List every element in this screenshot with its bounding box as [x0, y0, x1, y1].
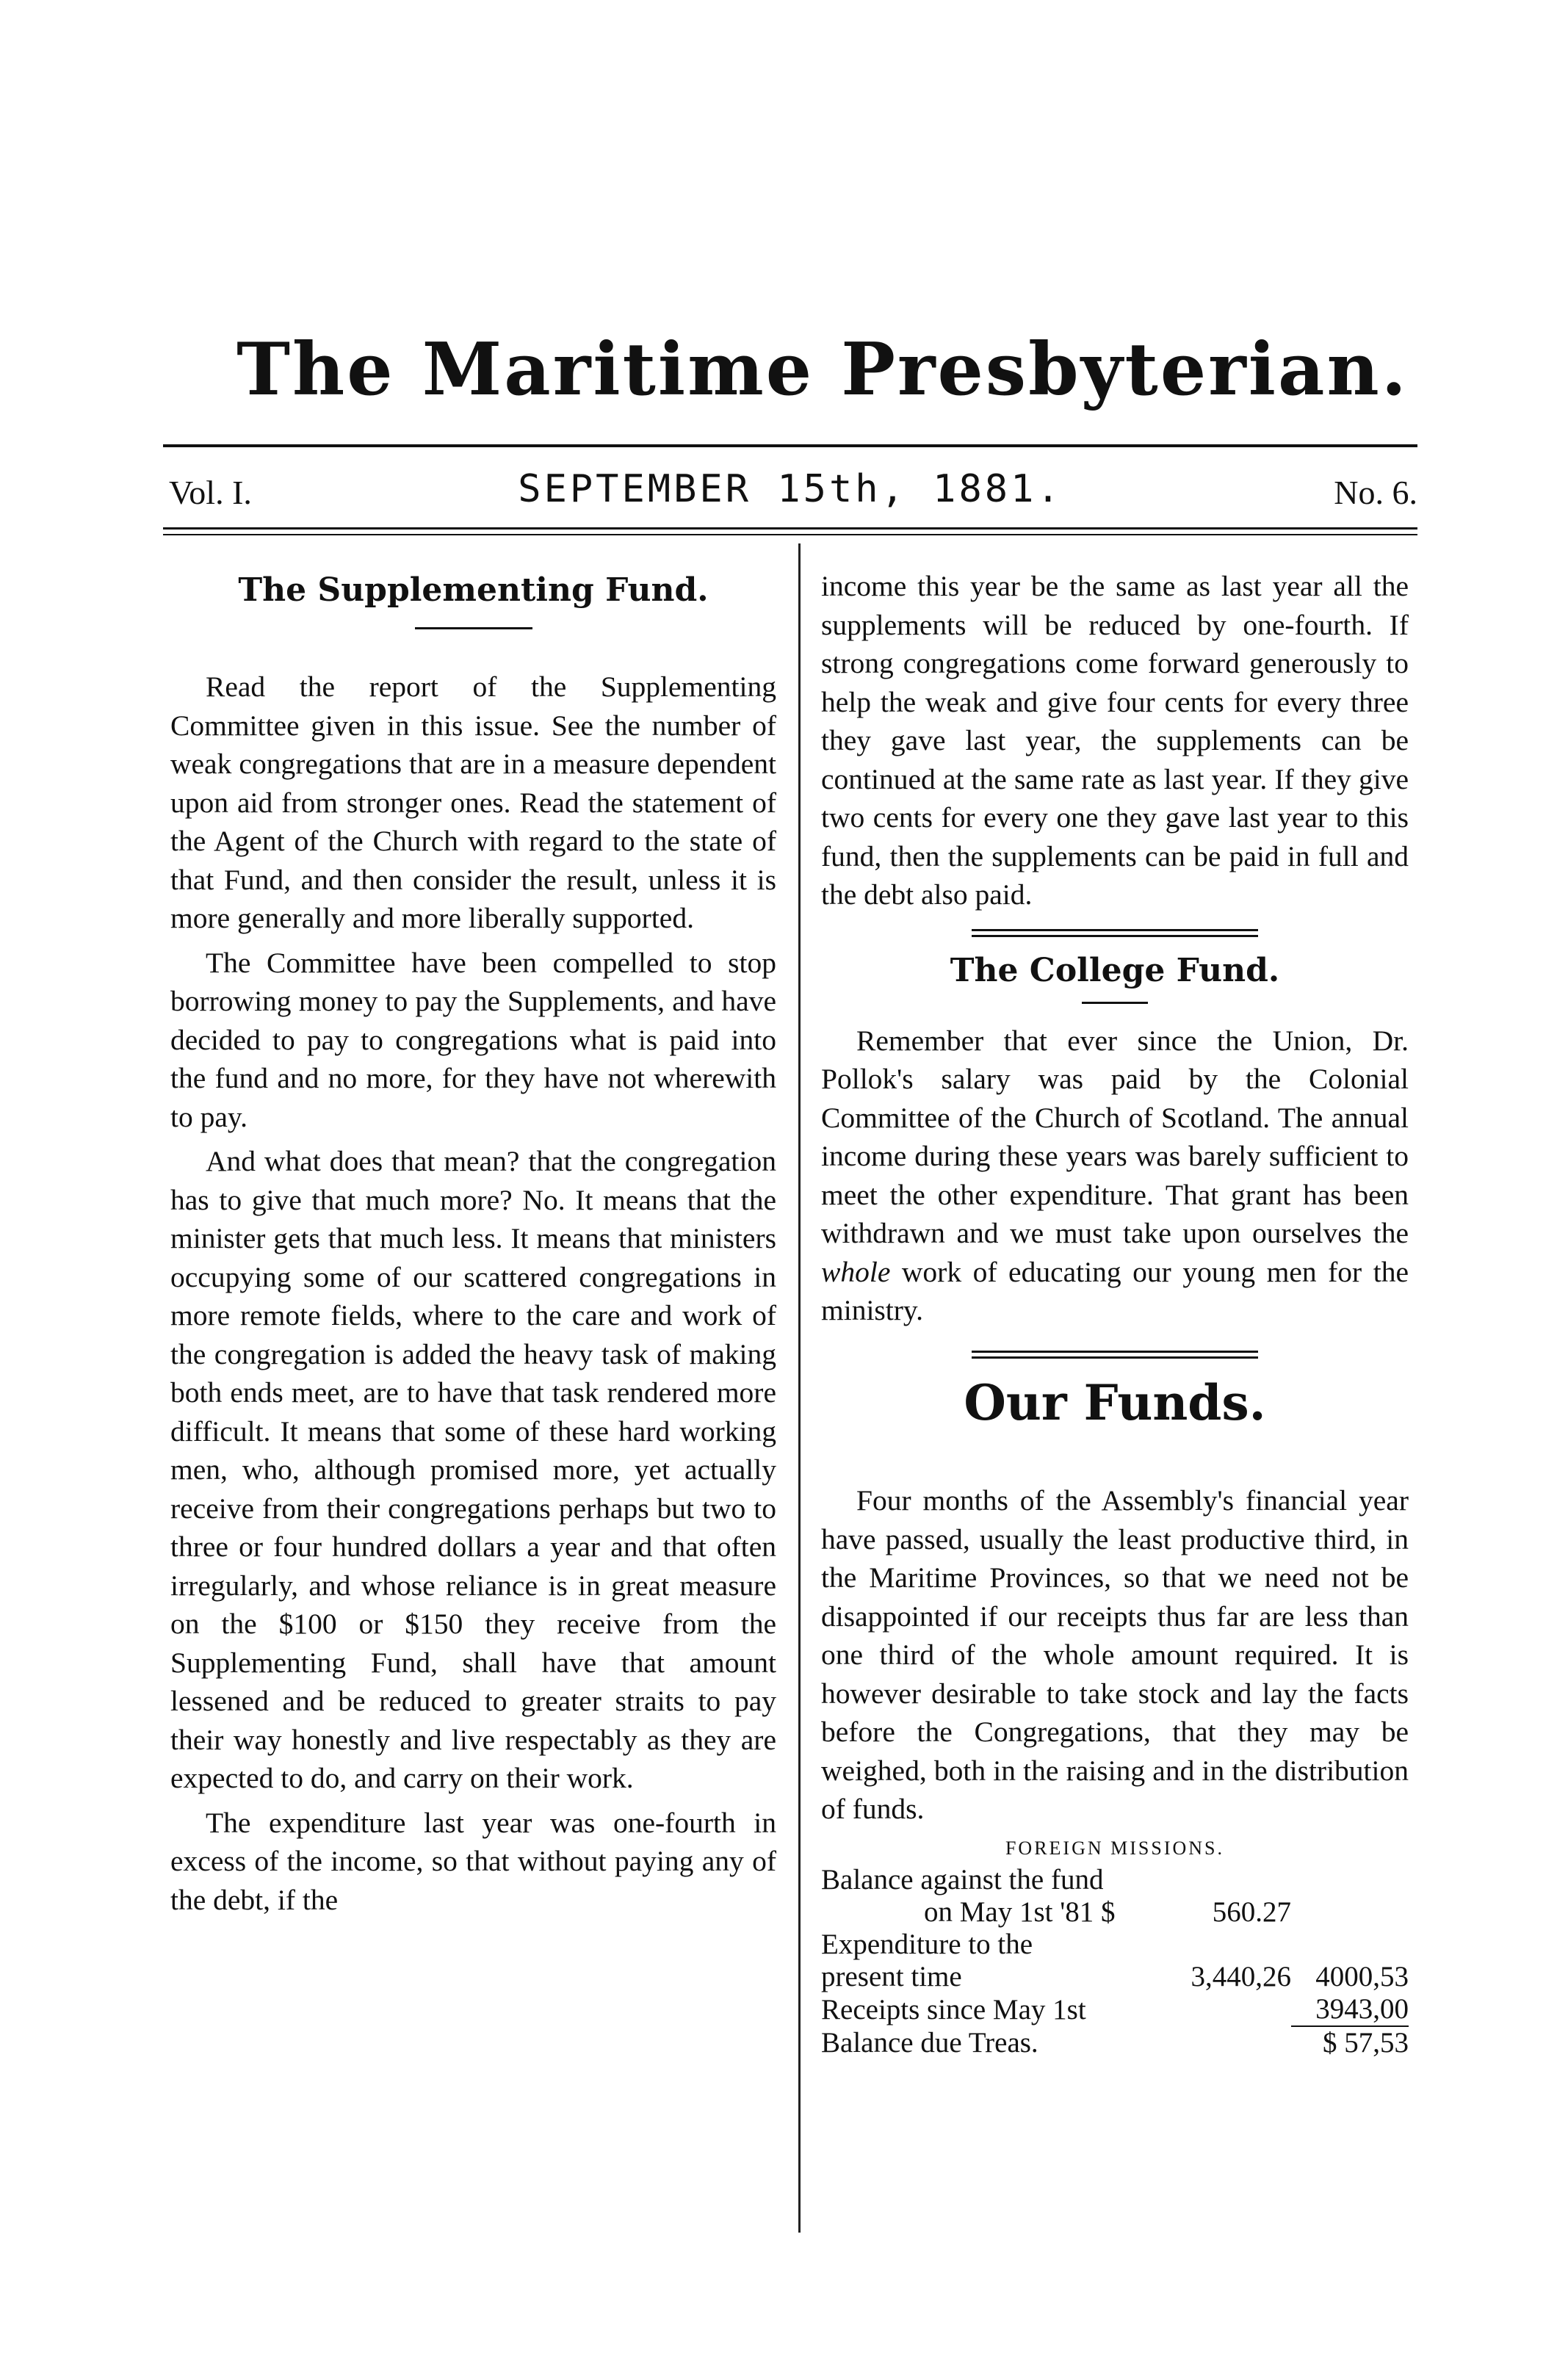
college-text: work of educating our young men for the ministry. [821, 1255, 1409, 1327]
column-divider [798, 543, 801, 2233]
supplementing-heading: The Supplementing Fund. [238, 571, 709, 609]
heading-rule [1082, 1002, 1148, 1004]
supplementing-continuation: income this year be the same as last year all the supplements will be reduced by one-fourth. If strong congregations come forward generously to help the weak and give four cents for every three they gave last year, the supplements can be continued at the same rate as last year. If they give two cents for every one they gave last year to this fund, then the supplements can be paid in full and the debt also paid. [821, 570, 1409, 911]
header-rule-lower [163, 534, 1417, 535]
college-heading: The College Fund. [950, 951, 1280, 989]
section-rule [972, 929, 1258, 937]
supplementing-paragraph: Read the report of the Supplementing Committee given in this issue. See the number of weak congregations that are in a measure dependent upon aid from stronger ones. Read the statement of the Agent of the Church with regard to the state of that Fund, and then consider the result, unless it is more generally and more liberally supported. [170, 671, 776, 935]
balance-due-amount: $ 57,53 [1291, 2026, 1409, 2059]
table-row [821, 1896, 1409, 1929]
issue-date: SEPTEMBER 15th, 1881. [518, 467, 1063, 511]
issue-number: No. 6. [1334, 474, 1417, 511]
balance-due-label: Balance due Treas. [821, 2026, 1038, 2059]
balance-amount: 560.27 [1212, 1895, 1291, 1928]
left-column [170, 543, 776, 1919]
issue-line [163, 467, 1417, 511]
table-row [821, 1864, 1409, 1896]
supplementing-paragraph: And what does that mean? that the congregation has to give that much more? No. It means that the minister gets that much less. It means that ministers occupying some of our scattered congregations in more remote fields, where to the care and work of the congregation is added the heavy task of making both ends meet, are to have that task rendered more difficult. It means that some of these hard working men, who, although promised more, yet actually receive from their congregations perhaps but two to three or four hundred dollars a year and that often irregularly, and whose reliance is in great measure on the $100 or $150 they receive from the Supplementing Fund, shall have that amount lessened and be reduced to greater straits to pay their way honestly and live respectably as they are expected to do, and carry on their work. [170, 1145, 776, 1795]
funds-paragraph: Four months of the Assembly's financial year have passed, usually the least productive third, in the Maritime Provinces, so that we need not be disappointed if our receipts thus far are less than one third of the whole amount required. It is however desirable to take stock and lay the facts before the Congregations, that they may be weighed, both in the raising and in the distribution of funds. [821, 1484, 1409, 1826]
balance-against-label: Balance against the fund [821, 1863, 1104, 1895]
receipts-label: Receipts since May 1st [821, 1993, 1086, 2025]
supplementing-paragraph: The Committee have been compelled to stop borrowing money to pay the Supplements, and have decided to pay to congregations what is paid into the fund and no more, for they have not wherewith to pay. [170, 946, 776, 1133]
section-rule [972, 1351, 1258, 1359]
receipts-amount: 3943,00 [1315, 1992, 1409, 2025]
foreign-missions-table [821, 1864, 1409, 2059]
college-paragraph [821, 1022, 1409, 1330]
header-rule-upper [163, 527, 1417, 530]
expenditure-total: 4000,53 [1315, 1960, 1409, 1992]
volume-label: Vol. I. [169, 474, 252, 511]
funds-heading: Our Funds. [964, 1373, 1266, 1431]
masthead-rule [163, 444, 1417, 447]
supplementing-paragraph: The expenditure last year was one-fourth in excess of the income, so that without paying any of the debt, if the [170, 1806, 776, 1916]
expenditure-amount: 3,440,26 [1191, 1960, 1291, 1992]
foreign-missions-title: FOREIGN MISSIONS. [1005, 1837, 1225, 1859]
masthead-title: The Maritime Presbyterian. [236, 328, 1409, 412]
expenditure-label: Expenditure to the [821, 1928, 1033, 1960]
right-column [821, 543, 1409, 2059]
college-text: Remember that ever since the Union, Dr. Pollok's salary was paid by the Colonial Committee of the Church of Scotland. The annual income during these years was barely sufficient to meet the other expenditure. That grant has been withdrawn and we must take upon ourselves the [821, 1024, 1409, 1250]
balance-date: on May 1st '81 $ [924, 1895, 1116, 1928]
college-emphasis: whole [821, 1255, 891, 1288]
expenditure-label: present time [821, 1960, 962, 1992]
table-row [821, 1993, 1409, 2026]
table-row [821, 1961, 1409, 1993]
table-row [821, 1929, 1409, 1961]
table-row [821, 2026, 1409, 2059]
heading-rule [415, 627, 532, 629]
